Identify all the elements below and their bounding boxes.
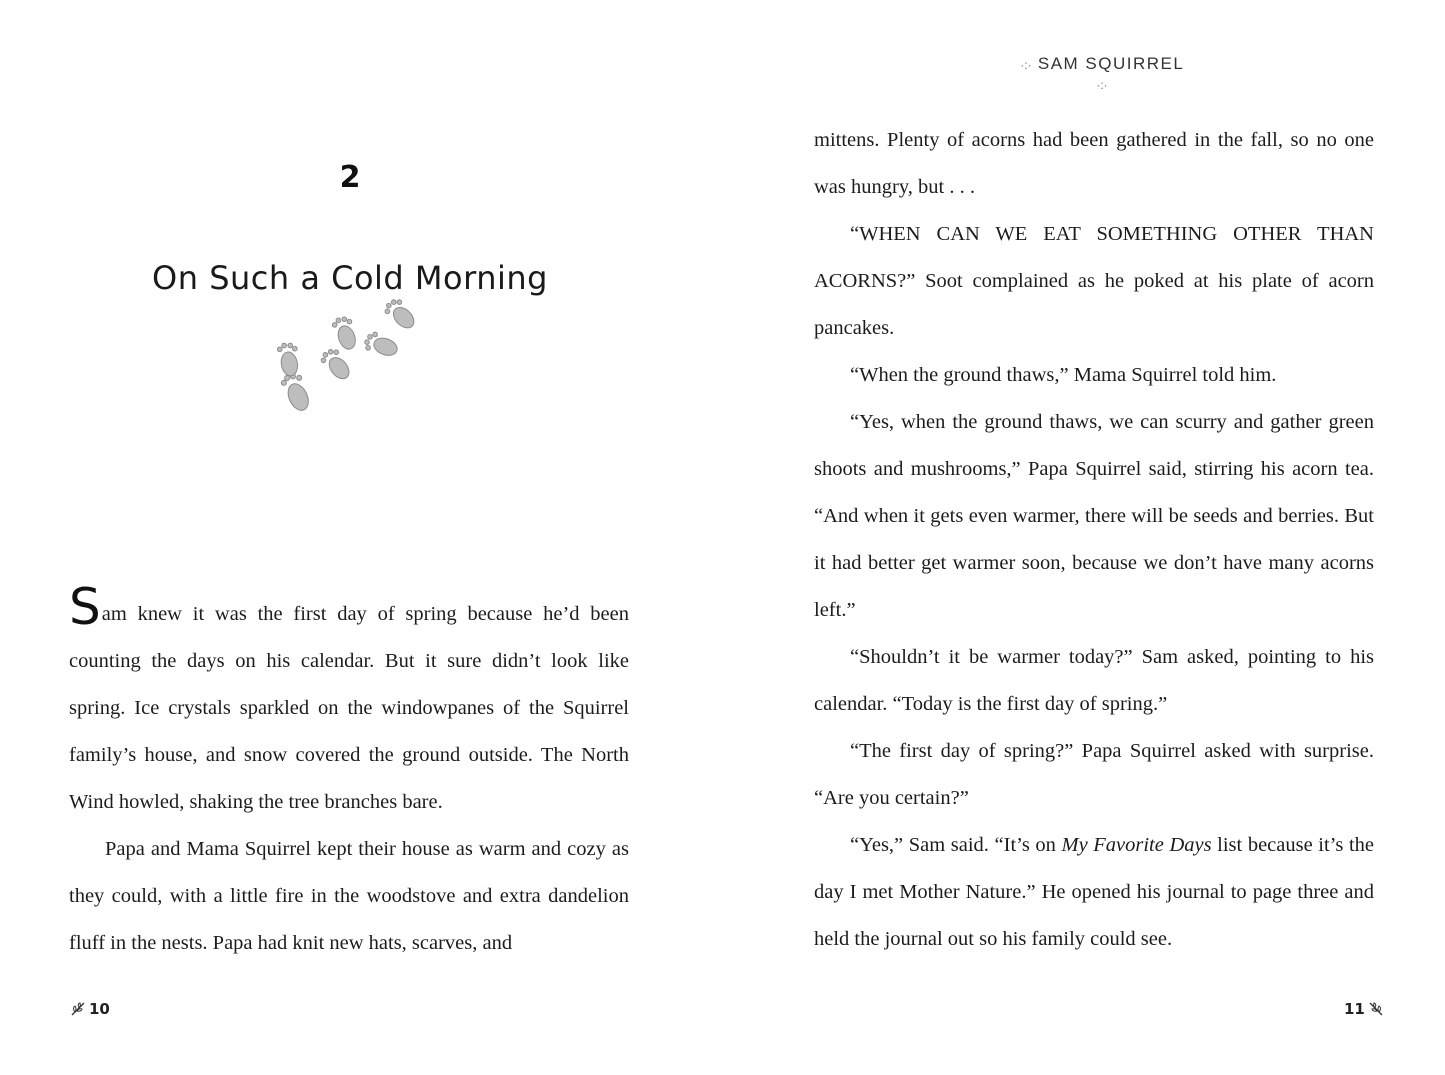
pawprint-1 (279, 370, 314, 414)
paragraph (814, 822, 1374, 963)
paragraph-text: am knew it was the first day of spring because he’d been counting the days on his calendar. But it sure didn’t look like spring. Ice crystals sparkled on the windowpanes of the Squirrel family’s house, and snow covered the ground outside. The North Wind howled, shaking the tree branches bare. (69, 603, 629, 813)
pawprint-4 (331, 314, 361, 352)
pawprint-2 (277, 341, 302, 377)
page-number-right (1344, 1000, 1384, 1018)
paragraph: “The first day of spring?” Papa Squirrel asked with surprise. “Are you certain?” (814, 740, 1374, 809)
pawprint-6 (382, 295, 419, 332)
left-page (0, 0, 722, 1075)
page-number: 11 (1344, 1000, 1365, 1018)
paragraph: “When the ground thaws,” Mama Squirrel told him. (850, 364, 1277, 386)
body-text-left (69, 578, 629, 967)
leaf-sprig-icon (1368, 1001, 1384, 1017)
book-title-italic: My Favorite Days (1061, 834, 1212, 856)
right-page (722, 0, 1445, 1075)
running-head (1012, 54, 1192, 94)
paragraph: “Shouldn’t it be warmer today?” Sam asked, pointing to his calendar. “Today is the first day of spring.” (814, 646, 1374, 715)
chapter-number: 2 (339, 160, 361, 195)
ornament-icon: ·:· (1096, 78, 1108, 92)
pawprint-5 (362, 330, 400, 360)
page-number: 10 (89, 1000, 110, 1018)
page-number-left (70, 1000, 110, 1018)
body-text-right (814, 117, 1374, 963)
paragraph: Papa and Mama Squirrel kept their house as warm and cozy as they could, with a little fire in the woodstove and extra dandelion fluff in the nests. Papa had knit new hats, scarves, and (69, 838, 629, 954)
pawprints-illustration (266, 288, 436, 423)
paragraph-text: list because it’s the day I met Mother Nature.” He opened his journal to page three and held the journal out so his family could see. (814, 834, 1374, 950)
paragraph (69, 578, 629, 826)
drop-cap: S (69, 578, 101, 636)
paragraph: “WHEN CAN WE EAT SOMETHING OTHER THAN ACORNS?” Soot complained as he poked at his plate of acorn pancakes. (814, 223, 1374, 339)
running-head-title: SAM SQUIRREL (1037, 54, 1184, 73)
pawprint-3 (318, 345, 354, 383)
paragraph: “Yes, when the ground thaws, we can scurry and gather green shoots and mushrooms,” Papa Squirrel said, stirring his acorn tea. “And when it gets even warmer, there will be seeds and berries. But it had better get warmer soon, because we don’t have many acorns left.” (814, 411, 1374, 621)
paragraph-text: “Yes,” Sam said. “It’s on (850, 834, 1062, 856)
ornament-icon: ·:· (1020, 58, 1032, 72)
leaf-sprig-icon (70, 1001, 86, 1017)
chapter-title: On Such a Cold Morning (152, 258, 548, 297)
paragraph: mittens. Plenty of acorns had been gathered in the fall, so no one was hungry, but . . . (814, 129, 1374, 198)
